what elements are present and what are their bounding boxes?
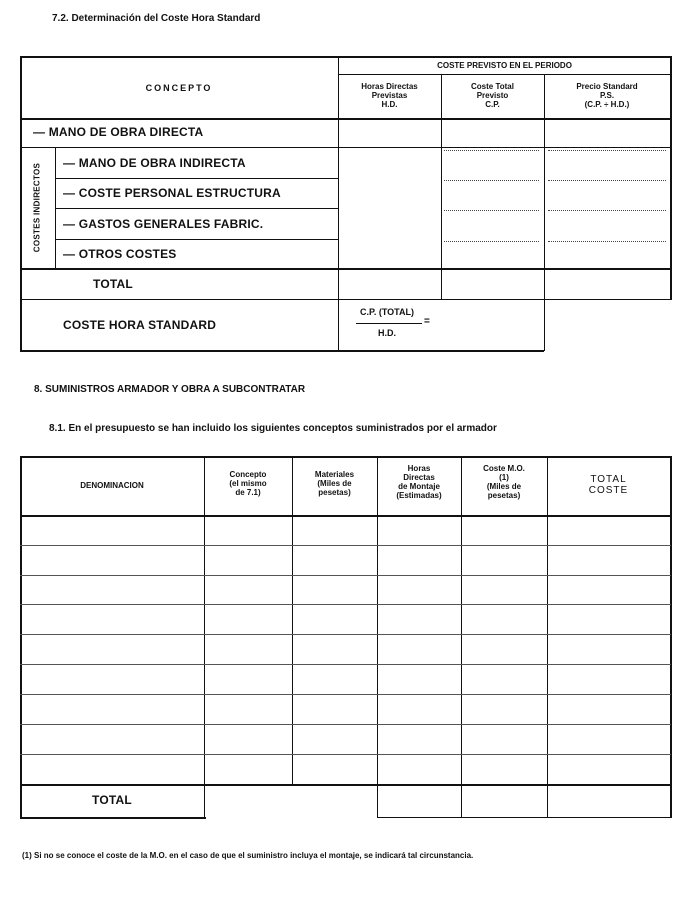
coste-previsto-header: COSTE PREVISTO EN EL PERIODO bbox=[437, 61, 572, 70]
total-row-label: TOTAL bbox=[93, 277, 133, 291]
col-horas-directas-header: Horas Directas Previstas H.D. bbox=[361, 82, 418, 109]
footnote: (1) Si no se conoce el coste de la M.O. en el caso de que el suministro incluya el montaje, se indicará tal circunstancia. bbox=[22, 851, 474, 860]
costes-indirectos-label: COSTES INDIRECTOS bbox=[32, 162, 42, 253]
col-total-coste-header: TOTAL COSTE bbox=[588, 474, 629, 496]
col-coste-mo-header: Coste M.O. (1) (Miles de pesetas) bbox=[483, 464, 525, 500]
col-materiales-header: Materiales (Miles de pesetas) bbox=[314, 470, 355, 497]
row-coste-personal-estructura: — COSTE PERSONAL ESTRUCTURA bbox=[63, 186, 281, 200]
row-mano-obra-indirecta: — MANO DE OBRA INDIRECTA bbox=[63, 156, 246, 170]
col-horas-montaje-header: Horas Directas de Montaje (Estimadas) bbox=[396, 464, 442, 500]
row-otros-costes: — OTROS COSTES bbox=[63, 247, 177, 261]
col-concepto-header: Concepto (el mismo de 7.1) bbox=[229, 470, 267, 497]
row-gastos-generales: — GASTOS GENERALES FABRIC. bbox=[63, 217, 264, 231]
row-mano-obra-directa: — MANO DE OBRA DIRECTA bbox=[33, 125, 204, 139]
coste-hora-standard-label: COSTE HORA STANDARD bbox=[63, 318, 217, 332]
formula-equals: = bbox=[424, 316, 430, 327]
section-8-1-subtitle: 8.1. En el presupuesto se han incluido los siguientes conceptos suministrados por el armador bbox=[49, 423, 497, 434]
formula-numerator: C.P. (TOTAL) bbox=[360, 307, 414, 317]
suministros-total-label: TOTAL bbox=[92, 793, 132, 807]
col-precio-standard-header: Precio Standard P.S. (C.P. ÷ H.D.) bbox=[576, 82, 638, 109]
col-denominacion-header: DENOMINACION bbox=[80, 481, 144, 490]
section-8-title: 8. SUMINISTROS ARMADOR Y OBRA A SUBCONTRATAR bbox=[34, 384, 306, 395]
col-coste-total-header: Coste Total Previsto C.P. bbox=[471, 82, 514, 109]
section-7-2-title: 7.2. Determinación del Coste Hora Standard bbox=[52, 13, 261, 24]
concepto-header: CONCEPTO bbox=[145, 83, 213, 93]
formula-denominator: H.D. bbox=[378, 328, 396, 338]
